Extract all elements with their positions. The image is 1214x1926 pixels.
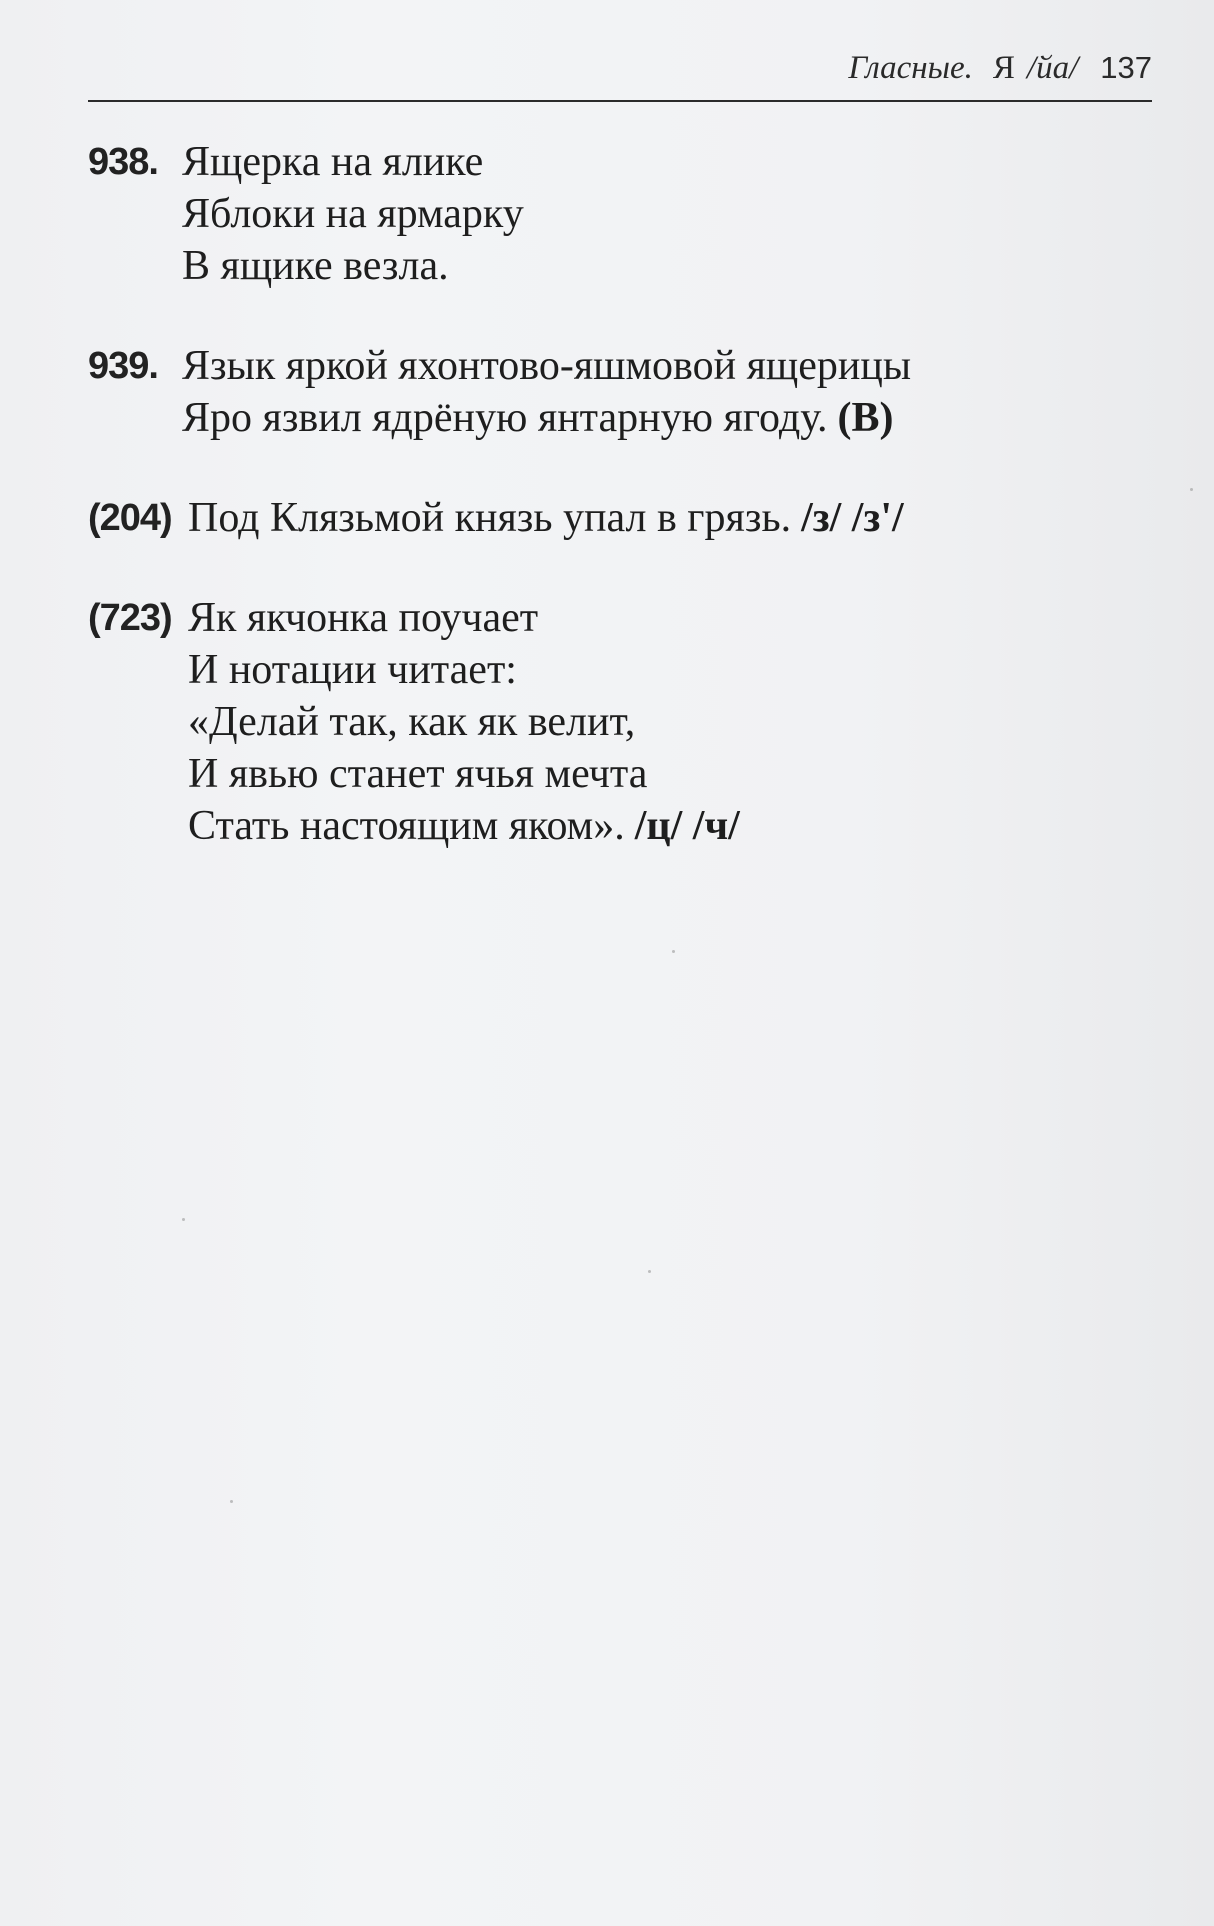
entry-line: В ящике везла. bbox=[182, 243, 449, 289]
entry-line: Ящерка на ялике bbox=[182, 139, 484, 185]
entry-text bbox=[182, 136, 524, 292]
entry-text bbox=[182, 340, 911, 444]
entry-line: И нотации читает: bbox=[188, 647, 517, 693]
entry-line bbox=[188, 492, 904, 544]
entry-line: Язык яркой яхонтово-яшмовой ящерицы bbox=[182, 343, 912, 389]
paper-speck bbox=[230, 1500, 233, 1503]
entry-204 bbox=[88, 492, 1148, 544]
paper-speck bbox=[648, 1270, 651, 1273]
entry-line: Яблоки на ярмарку bbox=[182, 191, 524, 237]
section-title: Гласные. bbox=[848, 50, 973, 86]
entry-line-text: Яро язвил ядрёную янтарную ягоду. bbox=[182, 395, 828, 441]
paper-speck bbox=[1190, 488, 1193, 491]
entry-number: (723) bbox=[88, 597, 172, 639]
entry-number: (204) bbox=[88, 497, 172, 539]
entry-text bbox=[188, 492, 904, 544]
entry-line-text: Стать настоящим яком». bbox=[188, 803, 625, 849]
entry-723 bbox=[88, 592, 1148, 852]
entry-line: «Делай так, как як велит, bbox=[188, 699, 636, 745]
paper-speck bbox=[672, 950, 675, 953]
entry-number: 939. bbox=[88, 345, 158, 387]
entry-line: И явью станет ячья мечта bbox=[188, 751, 648, 797]
paper-speck bbox=[182, 1218, 185, 1221]
entry-line: Як якчонка поучает bbox=[188, 595, 539, 641]
entry-938 bbox=[88, 136, 1148, 292]
entry-mark: (В) bbox=[837, 395, 894, 441]
entry-line bbox=[182, 392, 911, 444]
entry-mark: /з/ /з'/ bbox=[801, 495, 904, 541]
entries-list bbox=[88, 136, 1148, 900]
entry-line-text: Под Клязьмой князь упал в грязь. bbox=[188, 495, 792, 541]
section-sound: /йа/ bbox=[1026, 50, 1079, 86]
section-letter: Я bbox=[992, 50, 1015, 86]
entry-939 bbox=[88, 340, 1148, 444]
page-number: 137 bbox=[1100, 50, 1152, 85]
entry-number: 938. bbox=[88, 141, 158, 183]
running-head bbox=[848, 50, 1152, 96]
entry-text bbox=[188, 592, 740, 852]
entry-line bbox=[188, 800, 740, 852]
entry-mark: /ц/ /ч/ bbox=[634, 803, 740, 849]
header-rule bbox=[88, 100, 1152, 102]
